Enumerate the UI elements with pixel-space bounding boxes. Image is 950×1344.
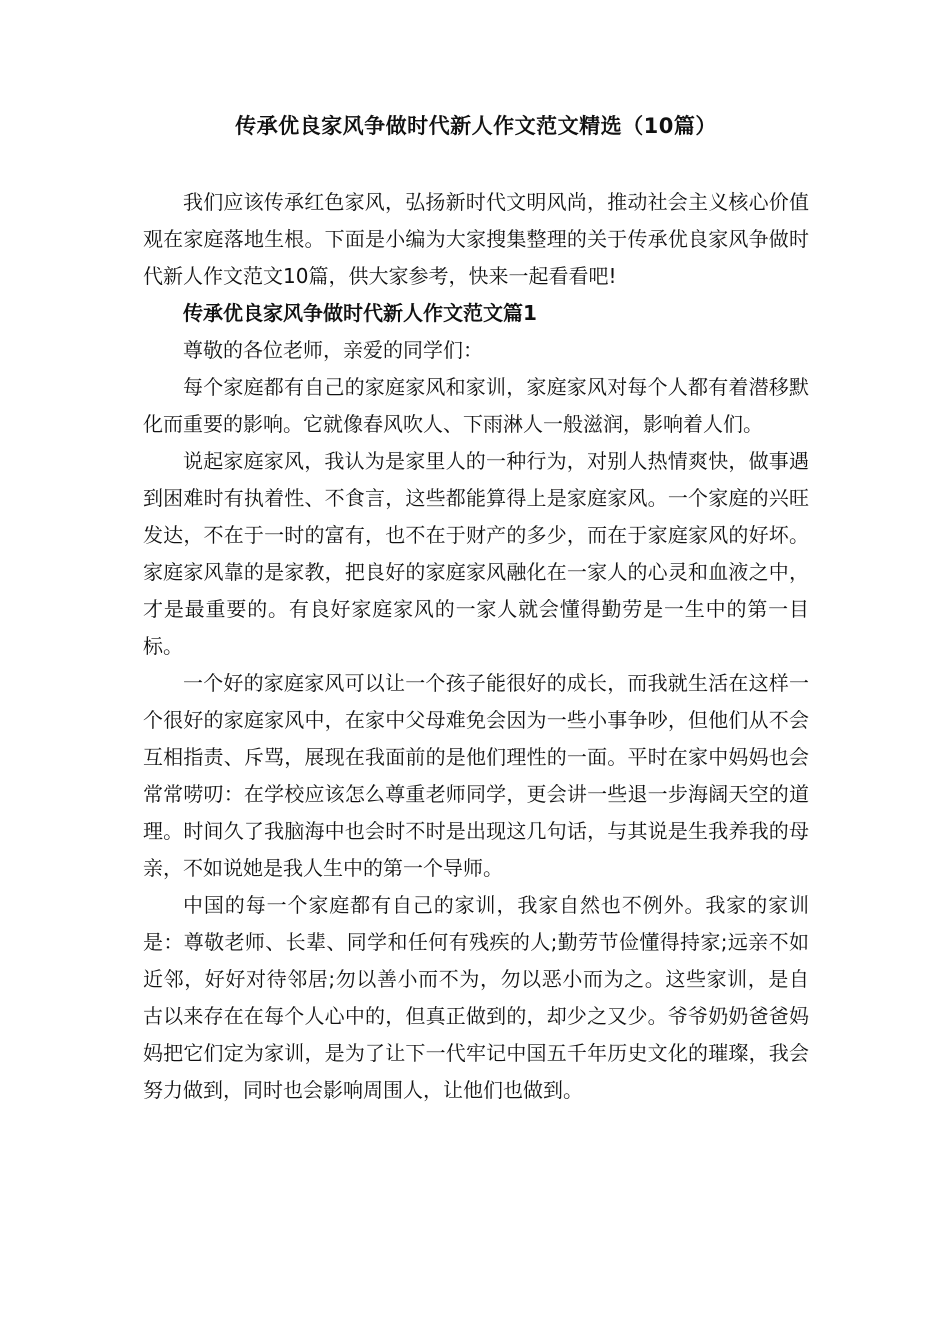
- document-title: 传承优良家风争做时代新人作文范文精选（10篇）: [235, 114, 717, 138]
- body-paragraph: 中国的每一个家庭都有自己的家训，我家自然也不例外。我家的家训是：尊敬老师、长辈、同学和任何有残疾的人;勤劳节俭懂得持家;远亲不如近邻，好好对待邻居;勿以善小而不为，勿以恶小而为之。这些家训，是自古以来存在在每个人心中的，但真正做到的，却少之又少。爷爷奶奶爸爸妈妈把它们定为家训，是为了让下一代牢记中国五千年历史文化的璀璨，我会努力做到，同时也会影响周围人，让他们也做到。: [143, 893, 809, 1102]
- body-paragraph: 每个家庭都有自己的家庭家风和家训，家庭家风对每个人都有着潜移默化而重要的影响。它就像春风吹人、下雨淋人一般滋润，影响着人们。: [143, 375, 809, 436]
- body-paragraph: 一个好的家庭家风可以让一个孩子能很好的成长，而我就生活在这样一个很好的家庭家风中，在家中父母难免会因为一些小事争吵，但他们从不会互相指责、斥骂，展现在我面前的是他们理性的一面。平时在家中妈妈也会常常唠叨：在学校应该怎么尊重老师同学，更会讲一些退一步海阔天空的道理。时间久了我脑海中也会时不时是出现这几句话，与其说是生我养我的母亲，不如说她是我人生中的第一个导师。: [143, 671, 809, 880]
- greeting-line: 尊敬的各位老师，亲爱的同学们：: [183, 338, 483, 362]
- document-page: [143, 108, 809, 1109]
- section-heading: 传承优良家风争做时代新人作文范文篇1: [183, 301, 537, 325]
- body-paragraph: 说起家庭家风，我认为是家里人的一种行为，对别人热情爽快，做事遇到困难时有执着性、不食言，这些都能算得上是家庭家风。一个家庭的兴旺发达，不在于一时的富有，也不在于财产的多少，而在于家庭家风的好坏。家庭家风靠的是家教，把良好的家庭家风融化在一家人的心灵和血液之中，才是最重要的。有良好家庭家风的一家人就会懂得勤劳是一生中的第一目标。: [143, 449, 809, 658]
- intro-paragraph: 我们应该传承红色家风，弘扬新时代文明风尚，推动社会主义核心价值观在家庭落地生根。下面是小编为大家搜集整理的关于传承优良家风争做时代新人作文范文10篇，供大家参考，快来一起看看吧!: [143, 190, 809, 288]
